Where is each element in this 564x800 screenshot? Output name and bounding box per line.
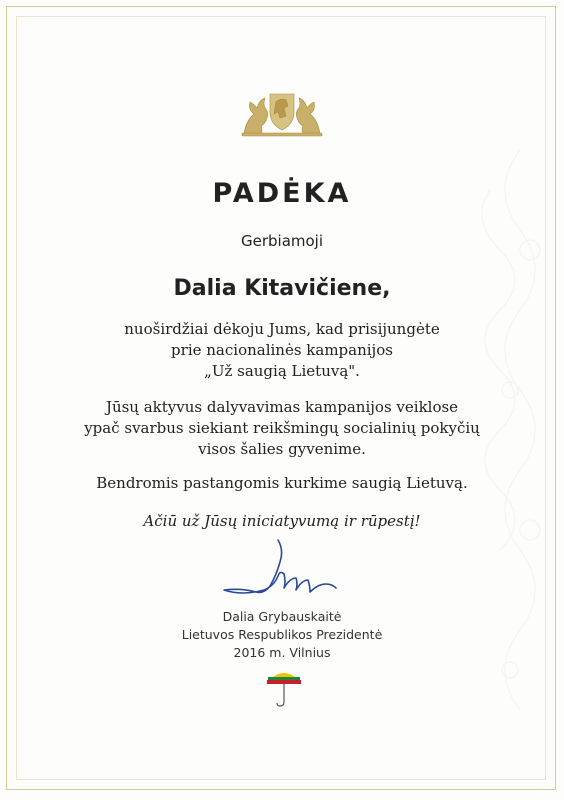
umbrella-logo-icon (264, 664, 304, 708)
certificate-title: PADĖKA (212, 178, 352, 209)
crest-icon (238, 84, 326, 138)
salutation: Gerbiamoji (240, 232, 324, 250)
body-line: Bendromis pastangomis kurkime saugią Lietuvą. (96, 474, 468, 492)
signature-icon (220, 536, 370, 598)
body-line: ypač svarbus siekiant reikšmingų socialinių pokyčių (84, 419, 480, 437)
recipient-name: Dalia Kitavičiene, (173, 276, 391, 301)
signer-title: Lietuvos Respublikos Prezidentė (181, 627, 383, 642)
body-line: nuoširdžiai dėkoju Jums, kad prisijungėte (124, 320, 440, 338)
body-line: Jūsų aktyvus dalyvavimas kampanijos veiklose (105, 398, 459, 416)
body-line: prie nacionalinės kampanijos (171, 341, 393, 359)
place-date: 2016 m. Vilnius (233, 645, 331, 660)
closing-line: Ačiū už Jūsų iniciatyvumą ir rūpestį! (143, 512, 421, 530)
body-line: „Už saugią Lietuvą". (204, 362, 360, 380)
signer-name: Dalia Grybauskaitė (222, 609, 342, 624)
body-line: visos šalies gyvenime. (198, 440, 366, 458)
